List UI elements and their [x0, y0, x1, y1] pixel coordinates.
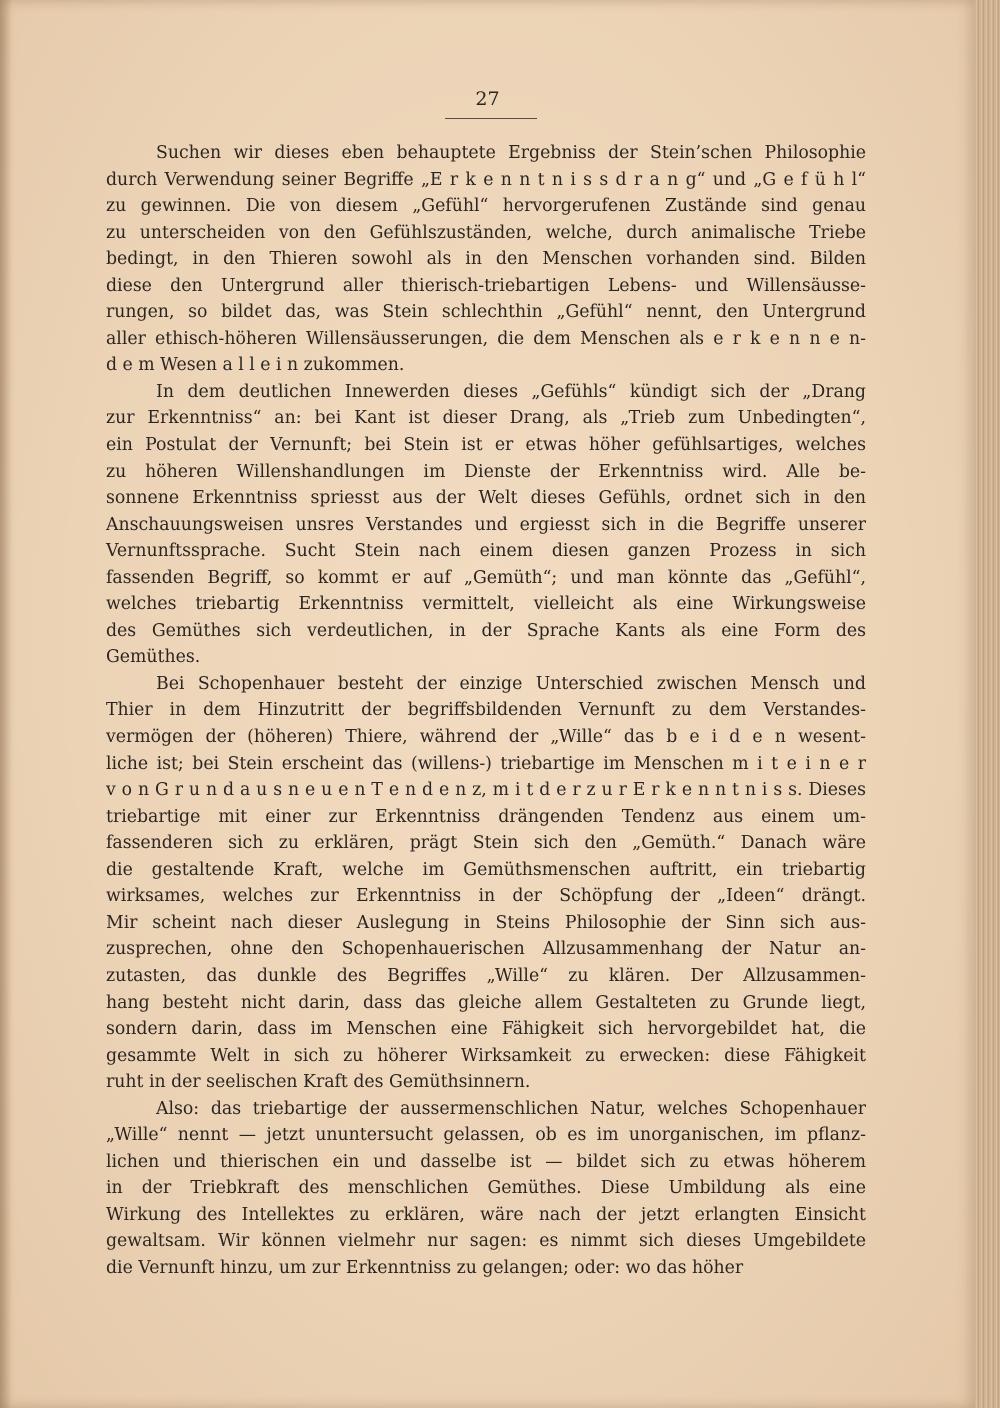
- text-line: welches triebartig Erkenntniss vermittelt, vielleicht als eine Wirkungsweise: [106, 594, 866, 615]
- page-number: 27: [475, 88, 500, 110]
- page-stack-edge: [975, 0, 1000, 1408]
- text-line: diese den Untergrund aller thierisch-triebartigen Lebens- und Willensäusse-: [106, 275, 866, 296]
- text-line: Mir scheint nach dieser Auslegung in Steins Philosophie der Sinn sich aus-: [106, 912, 866, 933]
- body-text: [106, 140, 866, 1282]
- paragraph: [106, 1096, 866, 1282]
- text-line: d e m Wesen a l l e i n zukommen.: [106, 355, 405, 376]
- text-line: Vernunftssprache. Sucht Stein nach einem diesen ganzen Prozess in sich: [106, 541, 866, 562]
- text-line: bedingt, in den Thieren sowohl als in den Menschen vorhanden sind. Bilden: [106, 249, 866, 270]
- text-line: Wirkung des Intellektes zu erklären, wäre nach der jetzt erlangten Einsicht: [106, 1204, 866, 1225]
- text-line: Also: das triebartige der aussermenschlichen Natur, welches Schopenhauer: [156, 1098, 866, 1119]
- text-line: In dem deutlichen Innewerden dieses „Gefühls“ kündigt sich der „Drang: [156, 381, 866, 402]
- gutter-shadow: [0, 0, 12, 1408]
- text-line: Bei Schopenhauer besteht der einzige Unterschied zwischen Mensch und: [156, 673, 866, 694]
- text-line: sondern darin, dass im Menschen eine Fähigkeit sich hervorgebildet hat, die: [106, 1019, 866, 1040]
- text-line: die Vernunft hinzu, um zur Erkenntniss zu gelangen; oder: wo das höher: [106, 1257, 744, 1278]
- text-line: aller ethisch-höheren Willensäusserungen, die dem Menschen als e r k e n n e n-: [106, 328, 866, 349]
- text-line: zu unterscheiden von den Gefühlszuständen, welche, durch animalische Triebe: [106, 222, 866, 243]
- text-line: ein Postulat der Vernunft; bei Stein ist er etwas höher gefühlsartiges, welches: [106, 435, 866, 456]
- text-line: zu höheren Willenshandlungen im Dienste der Erkenntniss wird. Alle be-: [106, 461, 866, 482]
- text-line: triebartige mit einer zur Erkenntniss drängenden Tendenz aus einem um-: [106, 806, 866, 827]
- paragraph: [106, 671, 866, 1096]
- text-line: in der Triebkraft des menschlichen Gemüthes. Diese Umbildung als eine: [106, 1178, 866, 1199]
- text-line: Thier in dem Hinzutritt der begriffsbildenden Vernunft zu dem Verstandes-: [106, 700, 866, 721]
- text-line: Gemüthes.: [106, 647, 201, 668]
- text-line: fassenderen sich zu erklären, prägt Stein sich den „Gemüth.“ Danach wäre: [106, 833, 866, 854]
- text-line: lichen und thierischen ein und dasselbe ist — bildet sich zu etwas höherem: [106, 1151, 866, 1172]
- text-line: zur Erkenntniss“ an: bei Kant ist dieser Drang, als „Trieb zum Unbedingten“,: [106, 408, 866, 429]
- text-line: durch Verwendung seiner Begriffe „E r k e n n t n i s s d r a n g“ und „G e f ü h l“: [106, 169, 866, 190]
- text-line: des Gemüthes sich verdeutlichen, in der Sprache Kants als eine Form des: [106, 620, 866, 641]
- text-line: zusprechen, ohne den Schopenhauerischen Allzusammenhang der Natur an-: [106, 939, 866, 960]
- text-line: Anschauungsweisen unsres Verstandes und ergiesst sich in die Begriffe unserer: [106, 514, 866, 535]
- paragraph: [106, 379, 866, 671]
- text-line: zu gewinnen. Die von diesem „Gefühl“ hervorgerufenen Zustände sind genau: [106, 196, 866, 217]
- text-line: hang besteht nicht darin, dass das gleiche allem Gestalteten zu Grunde liegt,: [106, 992, 866, 1013]
- text-line: rungen, so bildet das, was Stein schlechthin „Gefühl“ nennt, den Untergrund: [106, 302, 866, 323]
- text-line: wirksames, welches zur Erkenntniss in der Schöpfung der „Ideen“ drängt.: [106, 886, 866, 907]
- text-line: gesammte Welt in sich zu höherer Wirksamkeit zu erwecken: diese Fähigkeit: [106, 1045, 866, 1066]
- text-line: liche ist; bei Stein erscheint das (willens-) triebartige im Menschen m i t e i n e r: [106, 753, 866, 774]
- text-line: „Wille“ nennt — jetzt ununtersucht gelassen, ob es im unorganischen, im pflanz-: [106, 1125, 866, 1146]
- text-line: ruht in der seelischen Kraft des Gemüthsinnern.: [106, 1072, 531, 1093]
- text-line: die gestaltende Kraft, welche im Gemüthsmenschen auftritt, ein triebartig: [106, 859, 866, 880]
- text-line: zutasten, das dunkle des Begriffes „Wille“ zu klären. Der Allzusammen-: [106, 965, 866, 986]
- text-line: v o n G r u n d a u s n e u e n T e n d e n z, m i t d e r z u r E r k e n n t n i s s. Dieses: [106, 780, 866, 801]
- header-rule: [445, 118, 537, 119]
- text-line: Suchen wir dieses eben behauptete Ergebniss der Stein’schen Philosophie: [156, 143, 866, 163]
- paragraph: [106, 140, 866, 379]
- text-line: vermögen der (höheren) Thiere, während der „Wille“ das b e i d e n wesent-: [106, 727, 866, 748]
- text-line: gewaltsam. Wir können vielmehr nur sagen: es nimmt sich dieses Umgebildete: [106, 1231, 866, 1252]
- text-line: fassenden Begriff, so kommt er auf „Gemüth“; und man könnte das „Gefühl“,: [106, 567, 866, 588]
- text-line: sonnene Erkenntniss spriesst aus der Welt dieses Gefühls, ordnet sich in den: [106, 488, 866, 509]
